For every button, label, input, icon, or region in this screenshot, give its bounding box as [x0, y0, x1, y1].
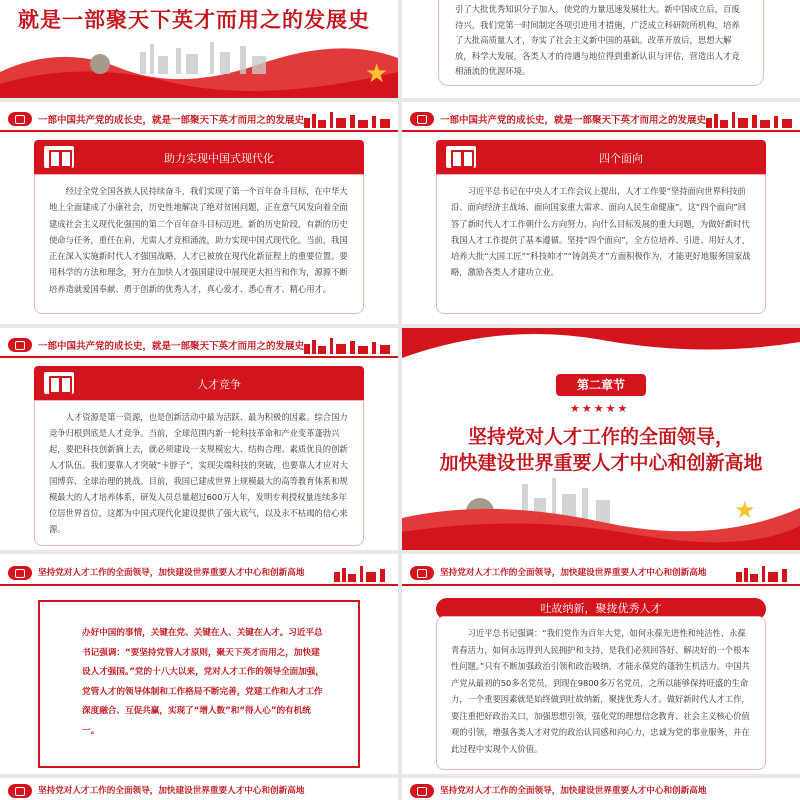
section-title-bar — [436, 140, 766, 174]
header-text: 一部中国共产党的成长史，就是一部聚天下英才而用之的发展史 — [38, 341, 305, 352]
section-title: 人才竞争 — [197, 378, 241, 391]
header-badge-icon — [410, 112, 434, 126]
slide-chapter-two[interactable] — [402, 328, 800, 550]
section-body: 习近平总书记在中央人才工作会议上提出，人才工作要“坚持面向世界科技前沿、面向经济主战场、面向国家重大需求、面向人民生命健康”。这“四个面向”回答了新时代人才工作朝什么方向努力、向什么目标发展的重大问题，为做好新时代我国人才工作提供了基本遵循。坚持“四个面向”，全方位培养、引进、用好人才，培养大批“大国工匠”“科技帅才”“铸剑英才”方面积极作为，才能更好地服务国家战略，激励各类人才建功立业。 — [436, 174, 766, 314]
slide-header — [402, 106, 800, 132]
header-badge-icon — [410, 784, 434, 798]
section-body: 人才资源是第一资源，也是创新活动中最为活跃、最为积极的因素。综合国力竞争归根到底是人才竞争。当前，全球范围内新一轮科技革命和产业变革蓬勃兴起，要把科技创新摘上去，就必须建设一支规模宏大、结构合理、素质优良的创新人才队伍。我们要靠人才突破“卡脖子”，实现尖端科技的突破，也要靠人才应对大国博弈、全球治理的挑战。目前，我国已建成世界上规模最大的高等教育体系和规模最大的人才培养体系，研发人员总量超过600万人年，发明专利授权量连续多年位居世界首位，这都为中国式现代化建设提供了强大底气，以及永不枯竭的信心来源。 — [34, 400, 364, 546]
section-body: 经过全党全国各族人民持续奋斗，我们实现了第一个百年奋斗目标，在中华大地上全面建成了小康社会，历史性地解决了绝对贫困问题，正在意气风发向着全面建成社会主义现代化强国的第二个百年奋斗目标迈进。新的历史阶段，有新的历史使命与任务，重任在肩，尤需人才竞相涌流，助力实现中国式现代化。当前，我国正在深入实施新时代人才强国战略，人才已被放在现代化新征程上的重要位置。要用科学的方法和理念，努力在加快人才强国建设中展现更大担当和作为，源源不断培养造就爱国奉献、勇于创新的优秀人才，真心爱才、悉心育才、精心用才。 — [34, 174, 364, 314]
section-title-pill: 吐故纳新，聚拢优秀人才 — [436, 598, 766, 620]
header-badge-icon — [8, 784, 32, 798]
book-icon — [44, 146, 74, 168]
quote-frame — [38, 600, 360, 768]
svg-text:★: ★ — [365, 59, 389, 89]
header-badge-icon — [8, 338, 32, 352]
slide-party-leadership[interactable] — [0, 554, 398, 774]
chapter-title-line2: 加快建设世界重要人才中心和创新高地 — [439, 452, 763, 474]
section-title: 助力实现中国式现代化 — [164, 152, 274, 165]
next-slide-header-left — [0, 778, 398, 800]
quote-text: 办好中国的事情，关键在党、关键在人、关键在人才。习近平总书记强调：“要坚持党管人才原则，聚天下英才而用之，加快建设人才强国。”党的十八大以来，党对人才工作的领导全面加强，党管人才的领导体制和工作格局不断完善，党建工作和人才工作深度融合、互促共赢，实现了“增人数”和“得人心”的有机统一。 — [82, 628, 324, 736]
city-skyline-icon — [332, 564, 392, 582]
header-badge-icon — [8, 112, 32, 126]
slide-header — [402, 560, 800, 586]
slide-modernization[interactable] — [0, 102, 398, 324]
cover-title: 就是一部聚天下英才而用之的发展史 — [18, 8, 370, 32]
city-skyline-icon — [704, 110, 794, 128]
chapter-badge: 第二章节 — [556, 374, 646, 396]
slide-header — [0, 332, 398, 358]
section-title-bar — [34, 366, 364, 400]
book-icon — [446, 146, 476, 168]
chapter-stars: ★★★★★ — [570, 402, 630, 415]
header-text: 坚持党对人才工作的全面领导，加快建设世界重要人才中心和创新高地 — [440, 786, 707, 796]
intro-text-card: 引了大批优秀知识分子加入，使党的力量迅速发展壮大。新中国成立后，百废待兴，我们党第一时间制定各项引进用才措施，广泛成立科研院所机构，培养了大批高质量人才，夯实了社会主义新中国的基础。改革开放后，思想大解放，科学大发展，各类人才的待遇与地位得到重新认识与评估，营造出人才竞相涌流的优渥环境。 — [438, 0, 764, 86]
section-title-bar — [34, 140, 364, 174]
chapter-decoration — [402, 478, 800, 550]
slide-header — [0, 106, 398, 132]
header-badge-icon — [410, 566, 434, 580]
city-skyline-icon — [302, 336, 392, 354]
header-text: 坚持党对人才工作的全面领导，加快建设世界重要人才中心和创新高地 — [38, 568, 305, 578]
cover-slide[interactable] — [0, 0, 398, 98]
next-slide-header-right — [402, 778, 800, 800]
header-text: 坚持党对人才工作的全面领导，加快建设世界重要人才中心和创新高地 — [38, 786, 305, 796]
slide-renewal[interactable] — [402, 554, 800, 774]
slide-header — [0, 560, 398, 586]
cover-decoration — [0, 38, 398, 98]
svg-text:★: ★ — [734, 496, 756, 524]
header-text: 一部中国共产党的成长史，就是一部聚天下英才而用之的发展史 — [440, 115, 707, 126]
intro-text-slide[interactable] — [402, 0, 800, 98]
header-text: 一部中国共产党的成长史，就是一部聚天下英才而用之的发展史 — [38, 115, 305, 126]
city-skyline-icon — [302, 110, 392, 128]
book-icon — [44, 372, 74, 394]
section-title: 四个面向 — [599, 152, 643, 165]
header-text: 坚持党对人才工作的全面领导，加快建设世界重要人才中心和创新高地 — [440, 568, 707, 578]
header-badge-icon — [8, 566, 32, 580]
city-skyline-icon — [734, 564, 794, 582]
chapter-title-line1: 坚持党对人才工作的全面领导， — [467, 426, 734, 448]
section-body: 习近平总书记强调：“我们党作为百年大党，如何永葆先进性和纯洁性、永葆青春活力，如何永远得到人民拥护和支持，是我们必须回答好、解决好的一个根本性问题。”只有不断加强政治引领和政治吸纳，才能永葆党的蓬勃生机活力。中国共产党从最初的50多名党员，到现在9800多万名党员，之所以能够保持旺盛的生命力，一个重要因素就是始终做到吐故纳新，聚拢优秀人才。做好新时代人才工作，要注重把好政治关口，加强思想引领，强化党的理想信念教育、社会主义核心价值观的引领，增强各类人才对党的政治认同感和向心力，忠诚为党的事业服务，并在此过程中实现个人价值。 — [436, 616, 766, 770]
slide-four-orientations[interactable] — [402, 102, 800, 324]
chapter-top-wave — [402, 328, 800, 372]
slide-talent-competition[interactable] — [0, 328, 398, 550]
